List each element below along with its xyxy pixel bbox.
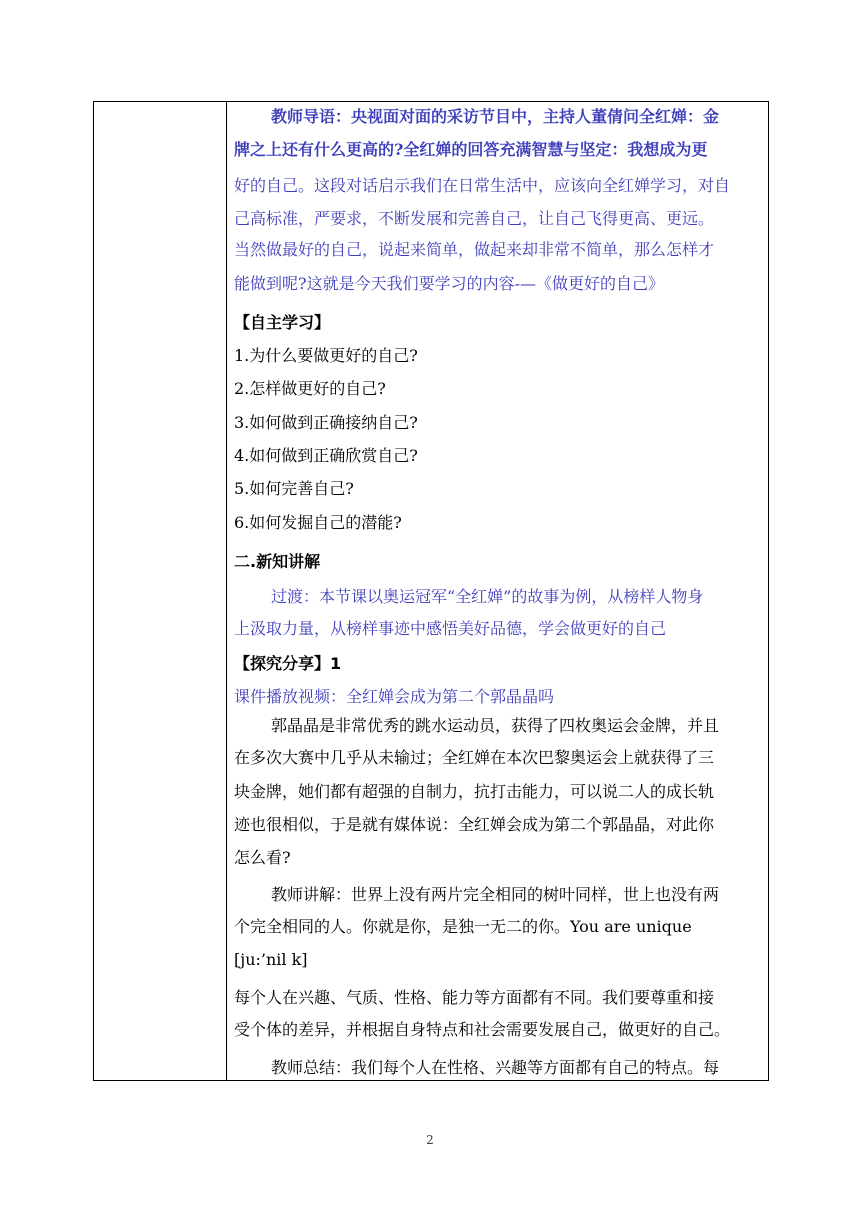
question-2: 2.怎样做更好的自己? [234,379,386,398]
teacher-line-2: 个完全相同的人。你就是你，是独一无二的你。You are unique [234,917,692,936]
phonetic-line: [ju:’nil k] [234,950,308,969]
difference-line-1: 每个人在兴趣、气质、性格、能力等方面都有不同。我们要尊重和接 [234,988,715,1007]
explore-heading: 【探究分享】1 [234,654,342,673]
question-6: 6.如何发掘自己的潜能? [234,513,402,532]
story-line-4: 迹也很相似，于是就有媒体说：全红婵会成为第二个郭晶晶，对此你 [234,815,715,834]
video-line: 课件播放视频：全红婵会成为第二个郭晶晶吗 [234,687,555,706]
question-3: 3.如何做到正确接纳自己? [234,413,418,432]
story-line-5: 怎么看? [234,848,291,867]
question-5: 5.如何完善自己? [234,479,354,498]
lesson-table [93,101,769,1081]
story-line-1: 郭晶晶是非常优秀的跳水运动员，获得了四枚奥运会金牌，并且 [271,716,720,735]
new-knowledge-heading: 二.新知讲解 [234,552,321,571]
intro-line-4: 己高标准，严要求，不断发展和完善自己，让自己飞得更高、更远。 [234,209,715,228]
page-number: 2 [426,1133,434,1147]
difference-line-2: 受个体的差异，并根据自身特点和社会需要发展自己，做更好的自己。 [234,1020,731,1039]
column-divider [226,102,227,1080]
question-4: 4.如何做到正确欣赏自己? [234,446,418,465]
self-study-heading: 【自主学习】 [234,313,331,332]
question-1: 1.为什么要做更好的自己? [234,346,418,365]
transition-line-2: 上汲取力量，从榜样事迹中感悟美好品德，学会做更好的自己 [234,619,667,638]
intro-line-3: 好的自己。这段对话启示我们在日常生活中，应该向全红婵学习，对自 [234,176,731,195]
teacher-line-1: 教师讲解：世界上没有两片完全相同的树叶同样，世上也没有两 [271,885,720,904]
intro-line-2: 牌之上还有什么更高的?全红婵的回答充满智慧与坚定：我想成为更 [234,140,708,159]
summary-line: 教师总结：我们每个人在性格、兴趣等方面都有自己的特点。每 [271,1058,720,1077]
intro-line-5: 当然做最好的自己，说起来简单，做起来却非常不简单，那么怎样才 [234,240,715,259]
transition-line-1: 过渡：本节课以奥运冠军“全红婵”的故事为例，从榜样人物身 [271,587,704,606]
story-line-3: 块金牌，她们都有超强的自制力，抗打击能力，可以说二人的成长轨 [234,782,715,801]
intro-line-6: 能做到呢?这就是今天我们要学习的内容-—《做更好的自己》 [234,274,664,293]
story-line-2: 在多次大赛中几乎从未输过；全红婵在本次巴黎奥运会上就获得了三 [234,748,715,767]
intro-line-1: 教师导语：央视面对面的采访节目中，主持人董倩问全红婵：金 [271,107,720,126]
